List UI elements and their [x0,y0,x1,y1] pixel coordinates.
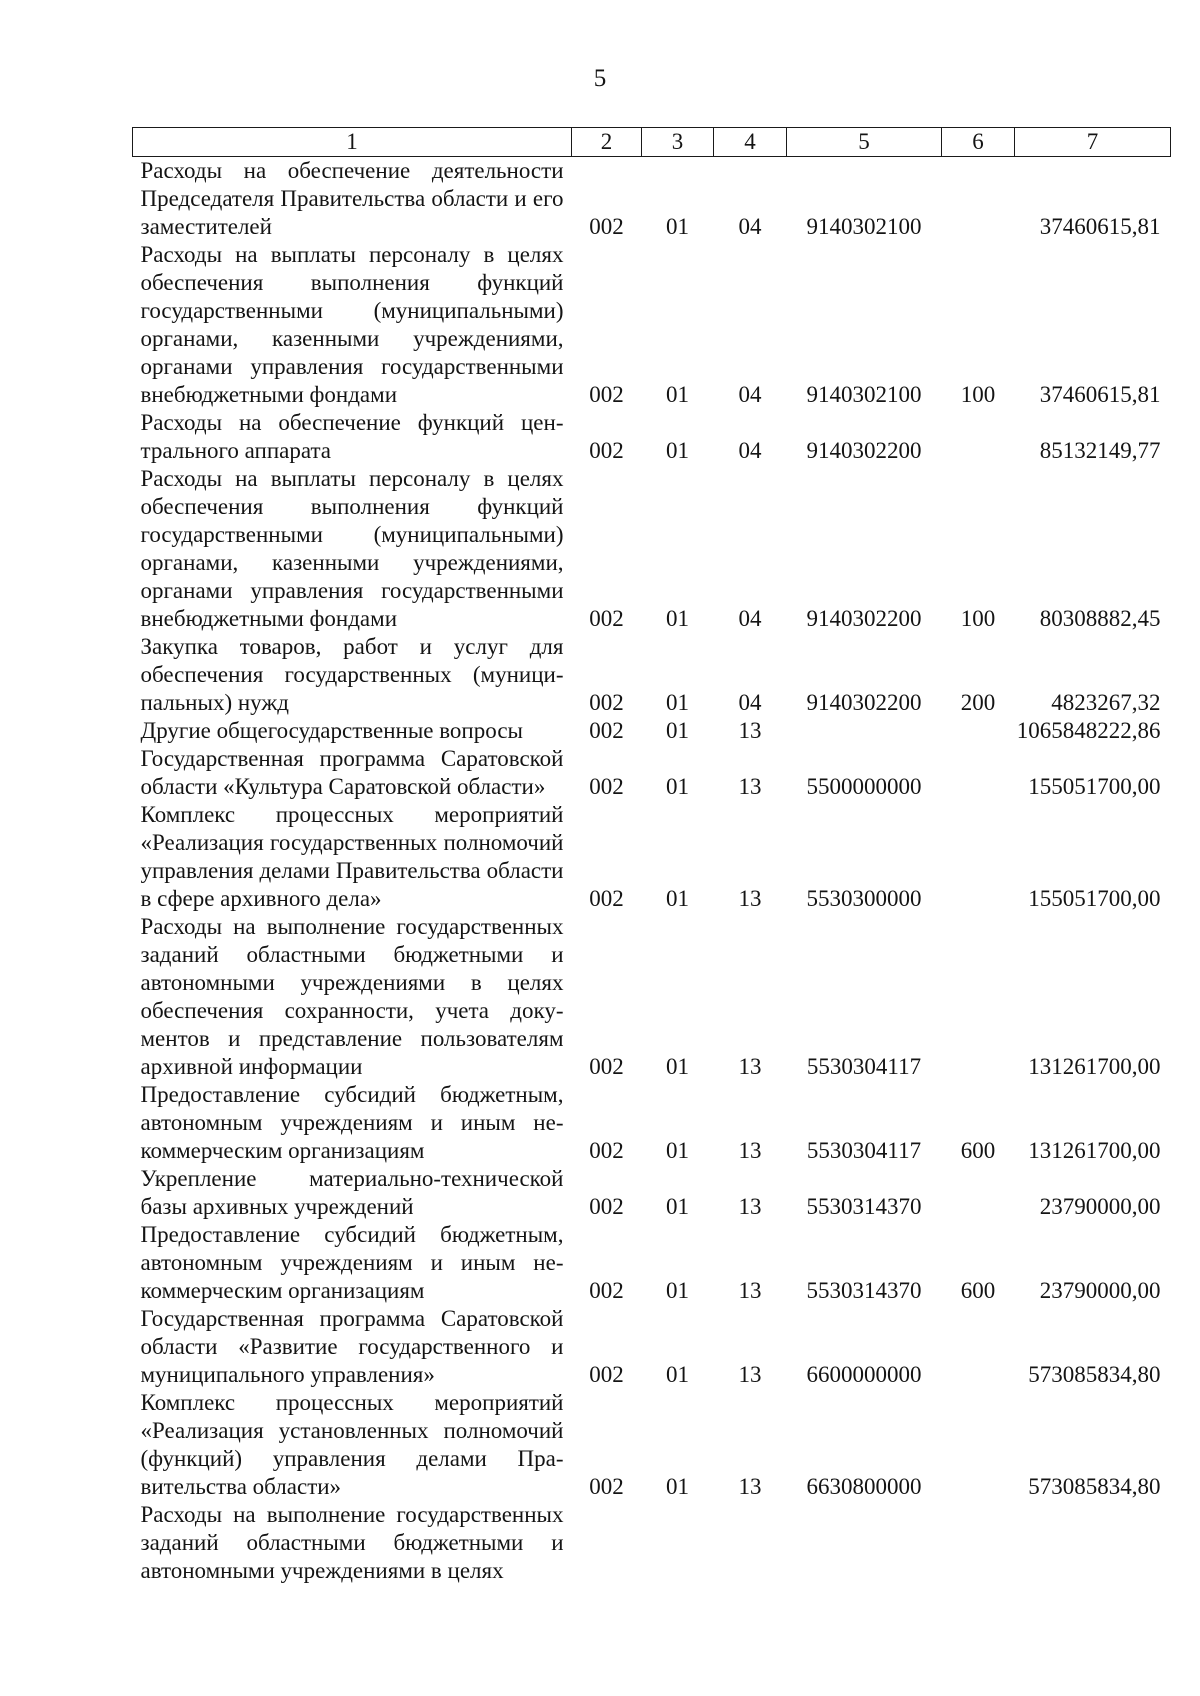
cell-code-6: 200 [960,690,996,715]
cell-code-6: 100 [960,382,996,407]
cell-code-6 [942,745,1015,801]
cell-code-2: 002 [589,1474,624,1499]
row-description: Закупка товаров, работ и услуг для обеспечения государственных (муниципальных) нужд [140,634,564,715]
cell-code-6: 100 [960,606,996,631]
cell-amount: 155051700,00 [1028,886,1161,911]
cell-amount: 23790000,00 [1039,1278,1161,1303]
cell-code-4: 04 [738,438,762,463]
cell-code-2 [572,1501,642,1585]
cell-code-3: 01 [666,1054,689,1079]
table-row [133,1221,1171,1305]
cell-code-5: 5500000000 [806,774,922,799]
table-body [133,157,1171,1586]
table-row [133,1501,1171,1585]
column-header-2: 2 [572,128,642,157]
cell-code-3: 01 [666,214,689,239]
row-description: Расходы на выплаты персоналу в целях обеспечения выполнения функций государственными (муниципальными) органами, казенными учреждениями, органами управления государственными внебюджетными фондами [140,242,564,407]
cell-code-3: 01 [666,1138,689,1163]
cell-code-5: 5530314370 [806,1194,922,1219]
cell-code-3: 01 [666,886,689,911]
table-row [133,913,1171,1081]
row-description: Предоставление субсидий бюджетным, автономным учреждениям и иным некоммерческим организациям [140,1082,564,1163]
table-row [133,1389,1171,1501]
column-header-3: 3 [642,128,714,157]
row-description: Предоставление субсидий бюджетным, автономным учреждениям и иным некоммерческим организациям [140,1222,564,1303]
cell-code-2: 002 [589,1194,624,1219]
cell-code-2: 002 [589,886,624,911]
table-row [133,157,1171,242]
cell-code-3: 01 [666,1194,689,1219]
cell-code-5: 6600000000 [806,1362,922,1387]
cell-amount: 23790000,00 [1039,1194,1161,1219]
table-row [133,717,1171,745]
table-row [133,1165,1171,1221]
cell-code-4: 13 [738,1054,762,1079]
cell-code-3: 01 [666,382,689,407]
cell-code-2: 002 [589,1138,624,1163]
budget-table [132,127,1171,1585]
cell-code-4: 13 [738,1194,762,1219]
cell-code-5: 6630800000 [806,1474,922,1499]
cell-code-5: 5530304117 [806,1054,922,1079]
cell-code-6: 600 [960,1278,996,1303]
cell-code-5 [787,717,942,745]
row-description: Государственная программа Саратовской области «Развитие государственного и муниципального управления» [140,1306,564,1387]
cell-code-4 [714,1501,787,1585]
cell-code-4: 13 [738,1362,762,1387]
row-description: Государственная программа Саратовской области «Культура Саратовской области» [140,746,564,799]
row-description: Расходы на выполнение государственных заданий областными бюджетными и автономными учреждениями в целях обеспечения сохранности, учета документов и представление пользователям архивной информации [140,914,564,1079]
column-header-7: 7 [1015,128,1171,157]
cell-amount: 4823267,32 [1051,690,1161,715]
row-description: Расходы на обеспечение деятельности Председателя Правительства области и его заместителей [140,158,564,239]
cell-code-5: 9140302200 [806,606,922,631]
row-description: Укрепление материально-технической базы архивных учреждений [140,1166,564,1219]
cell-amount: 37460615,81 [1039,214,1161,239]
table-header [133,128,1171,157]
cell-code-3 [642,1501,714,1585]
cell-code-4: 13 [738,1138,762,1163]
cell-amount [1015,1501,1171,1585]
cell-code-5 [787,1501,942,1585]
cell-code-6 [942,1389,1015,1501]
cell-code-2: 002 [589,718,624,743]
cell-code-6 [942,717,1015,745]
cell-code-6 [942,1305,1015,1389]
cell-amount: 155051700,00 [1028,774,1161,799]
cell-code-3: 01 [666,690,689,715]
row-description: Расходы на выплаты персоналу в целях обеспечения выполнения функций государственными (муниципальными) органами, казенными учреждениями, органами управления государственными внебюджетными фондами [140,466,564,631]
table-row [133,1305,1171,1389]
cell-code-5: 9140302100 [806,382,922,407]
cell-code-4: 13 [738,886,762,911]
cell-code-5: 5530314370 [806,1278,922,1303]
table-row [133,633,1171,717]
cell-code-5: 9140302100 [806,214,922,239]
cell-code-3: 01 [666,438,689,463]
row-description: Другие общегосударственные вопросы [140,718,523,743]
cell-code-4: 04 [738,606,762,631]
table-row [133,409,1171,465]
cell-code-5: 9140302200 [806,438,922,463]
table-row [133,465,1171,633]
cell-amount: 80308882,45 [1039,606,1161,631]
cell-code-3: 01 [666,1362,689,1387]
table-row [133,1081,1171,1165]
cell-code-3: 01 [666,1474,689,1499]
cell-code-6: 600 [960,1138,996,1163]
cell-amount: 131261700,00 [1028,1054,1161,1079]
cell-code-4: 13 [738,774,762,799]
cell-code-2: 002 [589,774,624,799]
column-header-6: 6 [942,128,1015,157]
cell-code-3: 01 [666,774,689,799]
column-header-4: 4 [714,128,787,157]
cell-amount: 85132149,77 [1039,438,1161,463]
cell-code-6 [942,157,1015,242]
cell-code-6 [942,801,1015,913]
row-description: Комплекс процессных мероприятий «Реализация государственных полномочий управления делами Правительства области в сфере архивного дела» [140,802,564,911]
cell-code-2: 002 [589,1054,624,1079]
cell-code-5: 5530304117 [806,1138,922,1163]
cell-code-2: 002 [589,1278,624,1303]
cell-code-5: 9140302200 [806,690,922,715]
cell-code-4: 13 [738,1474,762,1499]
cell-amount: 1065848222,86 [1016,718,1161,743]
cell-code-6 [942,1501,1015,1585]
cell-code-4: 04 [738,690,762,715]
cell-code-2: 002 [589,606,624,631]
cell-amount: 573085834,80 [1028,1362,1161,1387]
cell-code-6 [942,1165,1015,1221]
row-description: Расходы на выполнение государственных заданий областными бюджетными и автономными учреждениями в целях [140,1502,564,1583]
cell-code-5: 5530300000 [806,886,922,911]
cell-code-6 [942,409,1015,465]
cell-code-6 [942,913,1015,1081]
row-description: Комплекс процессных мероприятий «Реализация установленных полномочий (функций) управления делами Правительства области» [140,1390,564,1499]
cell-code-2: 002 [589,382,624,407]
column-header-1: 1 [133,128,572,157]
column-header-5: 5 [787,128,942,157]
cell-code-2: 002 [589,214,624,239]
cell-code-2: 002 [589,438,624,463]
cell-code-4: 04 [738,214,762,239]
header-row [133,128,1171,157]
row-description: Расходы на обеспечение функций центрального аппарата [140,410,564,463]
cell-code-3: 01 [666,606,689,631]
table-row [133,745,1171,801]
cell-code-4: 04 [738,382,762,407]
cell-code-2: 002 [589,1362,624,1387]
cell-amount: 37460615,81 [1039,382,1161,407]
cell-code-3: 01 [666,1278,689,1303]
cell-code-4: 13 [738,1278,762,1303]
table-row [133,801,1171,913]
cell-amount: 131261700,00 [1028,1138,1161,1163]
page-number: 5 [593,65,607,92]
cell-code-3: 01 [666,718,689,743]
cell-code-4: 13 [738,718,762,743]
cell-amount: 573085834,80 [1028,1474,1161,1499]
cell-code-2: 002 [589,690,624,715]
table-row [133,241,1171,409]
